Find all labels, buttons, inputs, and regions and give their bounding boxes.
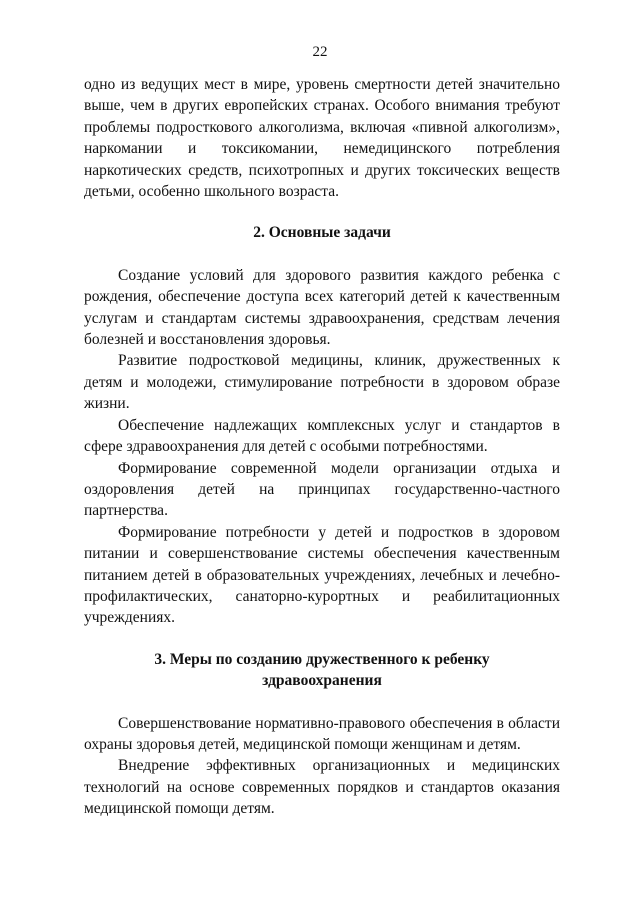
section-2-paragraph: Формирование потребности у детей и подростков в здоровом питании и совершенствование системы обеспечения качественным питанием детей в образовательных учреждениях, лечебных и лечебно-профилактических, санаторно-курортных и реабилитационных учреждениях. (84, 523, 560, 627)
page-number: 22 (312, 44, 328, 60)
section-2-paragraph: Создание условий для здорового развития каждого ребенка с рождения, обеспечение доступа всех категорий детей к качественным услугам и стандартам системы здравоохранения, средствам лечения болезней и восстановления здоровья. (84, 266, 560, 349)
section-3-heading-line-1: 3. Меры по созданию дружественного к ребенку (154, 650, 490, 668)
section-3-paragraph: Совершенствование нормативно-правового обеспечения в области охраны здоровья детей, медицинской помощи женщинам и детям. (84, 714, 560, 753)
section-3-paragraph: Внедрение эффективных организационных и медицинских технологий на основе современных порядков и стандартов оказания медицинской помощи детям. (84, 757, 560, 818)
section-2-paragraph: Развитие подростковой медицины, клиник, дружественных к детям и молодежи, стимулирование потребности в здоровом образе жизни. (84, 352, 560, 413)
section-2-paragraph: Формирование современной модели организации отдыха и оздоровления детей на принципах государственно-частного партнерства. (84, 459, 560, 520)
section-3-heading (84, 649, 560, 692)
section-2-heading: 2. Основные задачи (253, 224, 391, 242)
section-3-heading-line-2: здравоохранения (262, 672, 382, 690)
document-body (84, 74, 560, 820)
intro-paragraph: одно из ведущих мест в мире, уровень смертности детей значительно выше, чем в других европейских странах. Особого внимания требуют проблемы подросткового алкоголизма, включая «пивной алкоголизм», наркомании и токсикомании, немедицинского потребления наркотических средств, психотропных и других токсических веществ детьми, особенно школьного возраста. (84, 76, 560, 201)
section-2-paragraph: Обеспечение надлежащих комплексных услуг и стандартов в сфере здравоохранения для детей с особыми потребностями. (84, 416, 560, 456)
